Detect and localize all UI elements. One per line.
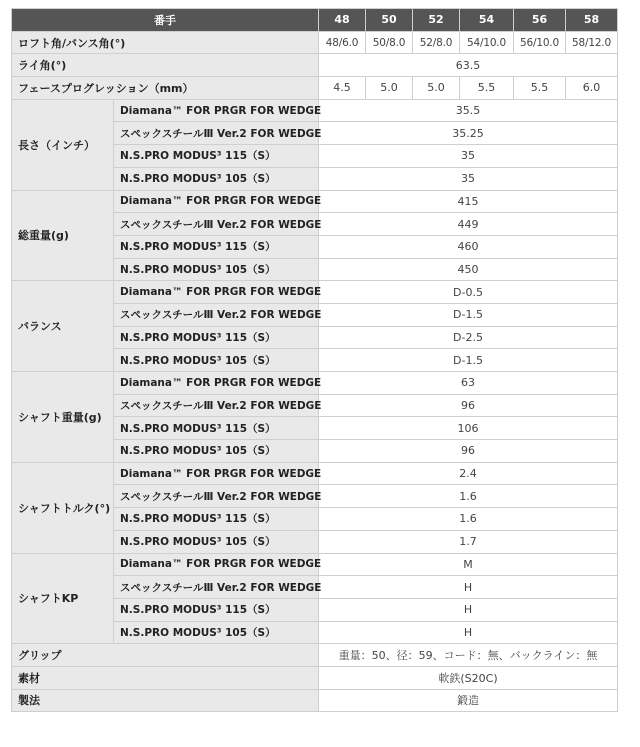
- shaft-name: N.S.PRO MODUS³ 105（S）: [114, 440, 319, 463]
- grip-row: [12, 644, 618, 667]
- lie-label: ライ角(°): [12, 54, 319, 77]
- shaft-name: N.S.PRO MODUS³ 115（S）: [114, 417, 319, 440]
- shaft-name: スペックスチールⅢ Ver.2 FOR WEDGE: [114, 576, 319, 599]
- group-value: 1.7: [319, 530, 618, 553]
- shaft-name: N.S.PRO MODUS³ 115（S）: [114, 598, 319, 621]
- group-value: D-0.5: [319, 281, 618, 304]
- header-loft: 58: [566, 9, 618, 32]
- header-loft: 54: [460, 9, 514, 32]
- shaft-name: N.S.PRO MODUS³ 115（S）: [114, 145, 319, 168]
- group-row: [12, 99, 618, 122]
- group-value: 1.6: [319, 485, 618, 508]
- shaft-name: Diamana™ FOR PRGR FOR WEDGE: [114, 372, 319, 395]
- manufacturing-value: 鍛造: [319, 689, 618, 712]
- group-label: 長さ（インチ）: [12, 99, 114, 190]
- material-label: 素材: [12, 666, 319, 689]
- header-loft: 52: [413, 9, 460, 32]
- progression-value: 6.0: [566, 77, 618, 100]
- group-value: H: [319, 576, 618, 599]
- group-value: 63: [319, 372, 618, 395]
- group-row: [12, 553, 618, 576]
- group-value: 106: [319, 417, 618, 440]
- loft-bounce-value: 50/8.0: [366, 31, 413, 54]
- group-row: [12, 372, 618, 395]
- group-value: 415: [319, 190, 618, 213]
- group-row: [12, 462, 618, 485]
- shaft-name: スペックスチールⅢ Ver.2 FOR WEDGE: [114, 122, 319, 145]
- footer-rows: [12, 644, 618, 712]
- progression-row: [12, 77, 618, 100]
- group-value: H: [319, 598, 618, 621]
- group-label: シャフト重量(g): [12, 372, 114, 463]
- group-row: [12, 190, 618, 213]
- material-value: 軟鉄(S20C): [319, 666, 618, 689]
- spec-table-body: [12, 9, 618, 100]
- progression-value: 5.0: [366, 77, 413, 100]
- shaft-groups: [12, 99, 618, 644]
- header-loft: 48: [319, 9, 366, 32]
- shaft-name: スペックスチールⅢ Ver.2 FOR WEDGE: [114, 485, 319, 508]
- shaft-name: スペックスチールⅢ Ver.2 FOR WEDGE: [114, 394, 319, 417]
- group-row: [12, 281, 618, 304]
- shaft-name: N.S.PRO MODUS³ 105（S）: [114, 349, 319, 372]
- shaft-name: Diamana™ FOR PRGR FOR WEDGE: [114, 190, 319, 213]
- loft-bounce-label: ロフト角/バンス角(°): [12, 31, 319, 54]
- header-label: 番手: [12, 9, 319, 32]
- group-label: シャフトKP: [12, 553, 114, 644]
- group-label: バランス: [12, 281, 114, 372]
- grip-value: 重量：50、径：59、コード：無、バックライン：無: [319, 644, 618, 667]
- group-value: 449: [319, 213, 618, 236]
- group-value: D-1.5: [319, 303, 618, 326]
- grip-label: グリップ: [12, 644, 319, 667]
- progression-value: 5.5: [460, 77, 514, 100]
- shaft-name: N.S.PRO MODUS³ 105（S）: [114, 167, 319, 190]
- group-label: シャフトトルク(°): [12, 462, 114, 553]
- shaft-name: Diamana™ FOR PRGR FOR WEDGE: [114, 99, 319, 122]
- shaft-name: Diamana™ FOR PRGR FOR WEDGE: [114, 281, 319, 304]
- progression-value: 4.5: [319, 77, 366, 100]
- lie-row: [12, 54, 618, 77]
- group-value: D-2.5: [319, 326, 618, 349]
- group-value: 35: [319, 145, 618, 168]
- group-value: 96: [319, 440, 618, 463]
- group-value: 2.4: [319, 462, 618, 485]
- group-value: 460: [319, 235, 618, 258]
- progression-label: フェースプログレッション（mm）: [12, 77, 319, 100]
- header-row: [12, 9, 618, 32]
- group-value: 1.6: [319, 508, 618, 531]
- manufacturing-row: [12, 689, 618, 712]
- group-value: M: [319, 553, 618, 576]
- loft-bounce-value: 52/8.0: [413, 31, 460, 54]
- group-value: 96: [319, 394, 618, 417]
- group-value: 35.25: [319, 122, 618, 145]
- progression-value: 5.5: [514, 77, 566, 100]
- shaft-name: N.S.PRO MODUS³ 105（S）: [114, 258, 319, 281]
- header-loft: 56: [514, 9, 566, 32]
- group-value: 450: [319, 258, 618, 281]
- material-row: [12, 666, 618, 689]
- shaft-name: N.S.PRO MODUS³ 115（S）: [114, 235, 319, 258]
- group-value: 35.5: [319, 99, 618, 122]
- shaft-name: スペックスチールⅢ Ver.2 FOR WEDGE: [114, 303, 319, 326]
- group-label: 総重量(g): [12, 190, 114, 281]
- shaft-name: N.S.PRO MODUS³ 105（S）: [114, 621, 319, 644]
- spec-table: [11, 8, 618, 712]
- loft-bounce-value: 54/10.0: [460, 31, 514, 54]
- manufacturing-label: 製法: [12, 689, 319, 712]
- group-value: 35: [319, 167, 618, 190]
- loft-bounce-value: 48/6.0: [319, 31, 366, 54]
- shaft-name: スペックスチールⅢ Ver.2 FOR WEDGE: [114, 213, 319, 236]
- loft-bounce-value: 56/10.0: [514, 31, 566, 54]
- group-value: D-1.5: [319, 349, 618, 372]
- shaft-name: N.S.PRO MODUS³ 115（S）: [114, 508, 319, 531]
- group-value: H: [319, 621, 618, 644]
- header-loft: 50: [366, 9, 413, 32]
- shaft-name: N.S.PRO MODUS³ 115（S）: [114, 326, 319, 349]
- shaft-name: N.S.PRO MODUS³ 105（S）: [114, 530, 319, 553]
- lie-value: 63.5: [319, 54, 618, 77]
- shaft-name: Diamana™ FOR PRGR FOR WEDGE: [114, 462, 319, 485]
- loft-bounce-row: [12, 31, 618, 54]
- progression-value: 5.0: [413, 77, 460, 100]
- loft-bounce-value: 58/12.0: [566, 31, 618, 54]
- shaft-name: Diamana™ FOR PRGR FOR WEDGE: [114, 553, 319, 576]
